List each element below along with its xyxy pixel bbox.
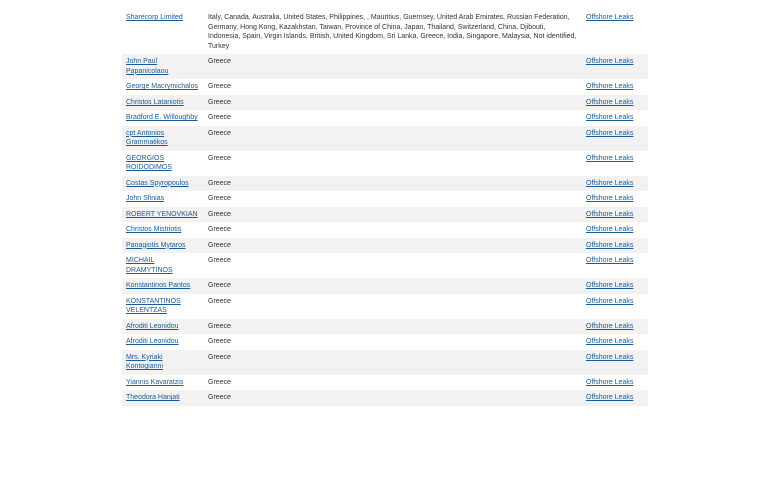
table-row: [122, 110, 648, 126]
name-cell: [122, 238, 204, 254]
table-row: [122, 54, 648, 79]
table-row: [122, 294, 648, 319]
name-cell: [122, 79, 204, 95]
source-cell: [582, 238, 648, 254]
source-cell: [582, 95, 648, 111]
data-source-link[interactable]: Offshore Leaks: [586, 14, 634, 21]
source-cell: [582, 151, 648, 176]
countries-cell: Greece: [208, 114, 231, 121]
name-cell: [122, 294, 204, 319]
data-source-link[interactable]: Offshore Leaks: [586, 83, 634, 90]
source-cell: [582, 176, 648, 192]
countries-cell: Greece: [204, 278, 582, 294]
countries-cell: Greece: [204, 126, 582, 151]
countries-cell: Greece: [204, 95, 582, 111]
countries-cell: Greece: [204, 207, 582, 223]
name-cell: [122, 207, 204, 223]
table-row: [122, 375, 648, 391]
data-source-link[interactable]: Offshore Leaks: [586, 257, 634, 264]
countries-cell: Greece: [208, 83, 231, 90]
source-cell: [582, 191, 648, 207]
table-row: [122, 191, 648, 207]
data-source-link[interactable]: Offshore Leaks: [586, 114, 634, 121]
entity-name-link[interactable]: George Macrymichalos: [126, 83, 198, 90]
data-source-link[interactable]: Offshore Leaks: [586, 58, 634, 65]
table-row: [122, 79, 648, 95]
results-table: [122, 10, 648, 406]
source-cell: [582, 110, 648, 126]
table-row: [122, 207, 648, 223]
source-cell: [582, 350, 648, 375]
data-source-link[interactable]: Offshore Leaks: [586, 179, 634, 187]
source-cell: [582, 375, 648, 391]
countries-cell: Italy, Canada, Australia, United States, Philippines, , Mauritius, Guernsey, United Arab Emirates, Russian Federation, Germany, Hong Kong, Kazakhstan, Taiwan, Province of China, Japan, Thailand, Switzerland, China, Djibouti, Indonesia, Spain, Virgin Islands, British, United Kingdom, Sri Lanka, Greece, India, Singapore, Malaysia, Not identified, Turkey: [208, 14, 577, 50]
countries-cell: Greece: [208, 226, 231, 233]
data-source-link[interactable]: Offshore Leaks: [586, 195, 634, 202]
table-row: [122, 238, 648, 254]
source-cell: [582, 207, 648, 223]
source-cell: [582, 54, 648, 79]
table-row: [122, 10, 648, 54]
countries-cell: Greece: [204, 176, 582, 192]
entity-name-link[interactable]: Afroditi Leonidou: [126, 322, 179, 330]
data-source-link[interactable]: Offshore Leaks: [586, 154, 634, 162]
table-row: [122, 253, 648, 278]
source-cell: [582, 319, 648, 335]
entity-name-link[interactable]: KONSTANTINOS VELENTZAS: [126, 297, 181, 314]
entity-name-link[interactable]: Bradford E. Willoughby: [126, 114, 198, 121]
entity-name-link[interactable]: John Paul Papanicolaou: [126, 58, 169, 75]
entity-name-link[interactable]: Afroditi Leonidou: [126, 338, 179, 345]
name-cell: [122, 253, 204, 278]
entity-name-link[interactable]: Konstantinos Pantos: [126, 282, 191, 289]
table-row: [122, 278, 648, 294]
data-source-link[interactable]: Offshore Leaks: [586, 226, 634, 233]
table-row: [122, 95, 648, 111]
table-row: [122, 390, 648, 406]
countries-cell: Greece: [208, 154, 231, 162]
name-cell: [122, 54, 204, 79]
entity-name-link[interactable]: Christos Lataniotis: [126, 98, 184, 106]
data-source-link[interactable]: Offshore Leaks: [586, 129, 634, 137]
data-source-link[interactable]: Offshore Leaks: [586, 241, 634, 249]
name-cell: [122, 319, 204, 335]
entity-name-link[interactable]: Mrs. Kyriaki Kontogianni: [126, 353, 163, 370]
data-source-link[interactable]: Offshore Leaks: [586, 338, 634, 345]
countries-cell: Greece: [208, 195, 231, 202]
name-cell: [122, 110, 204, 126]
entity-name-link[interactable]: Christos Mistriotis: [126, 226, 182, 233]
name-cell: [122, 390, 204, 406]
name-cell: [122, 176, 204, 192]
countries-cell: Greece: [204, 390, 582, 406]
countries-cell: Greece: [204, 350, 582, 375]
data-source-link[interactable]: Offshore Leaks: [586, 297, 634, 305]
source-cell: [582, 10, 648, 54]
name-cell: [122, 191, 204, 207]
data-source-link[interactable]: Offshore Leaks: [586, 322, 634, 330]
name-cell: [122, 10, 204, 54]
name-cell: [122, 278, 204, 294]
table-row: [122, 350, 648, 375]
entity-name-link[interactable]: cpt Antonios Grammatikos: [126, 129, 168, 146]
table-row: [122, 334, 648, 350]
source-cell: [582, 278, 648, 294]
countries-cell: Greece: [204, 54, 582, 79]
countries-cell: Greece: [208, 338, 231, 345]
data-source-link[interactable]: Offshore Leaks: [586, 394, 634, 401]
name-cell: [122, 375, 204, 391]
name-cell: [122, 151, 204, 176]
source-cell: [582, 79, 648, 95]
table-row: [122, 151, 648, 176]
results-body: [122, 10, 648, 406]
entity-name-link[interactable]: GEORGIOS ROIDODIMOS: [126, 154, 172, 171]
name-cell: [122, 334, 204, 350]
name-cell: [122, 126, 204, 151]
table-row: [122, 176, 648, 192]
source-cell: [582, 222, 648, 238]
data-source-link[interactable]: Offshore Leaks: [586, 353, 634, 361]
source-cell: [582, 390, 648, 406]
data-source-link[interactable]: Offshore Leaks: [586, 210, 634, 218]
entity-name-link[interactable]: Panagiotis Mytaros: [126, 241, 186, 249]
countries-cell: Greece: [204, 238, 582, 254]
entity-name-link[interactable]: John Sfinias: [126, 195, 165, 202]
source-cell: [582, 294, 648, 319]
name-cell: [122, 350, 204, 375]
table-row: [122, 126, 648, 151]
data-source-link[interactable]: Offshore Leaks: [586, 378, 634, 386]
entity-name-link[interactable]: ROBERT YENOVKIAN: [126, 210, 198, 218]
name-cell: [122, 222, 204, 238]
data-source-link[interactable]: Offshore Leaks: [586, 282, 634, 289]
source-cell: [582, 253, 648, 278]
countries-cell: Greece: [208, 378, 231, 386]
entity-name-link[interactable]: Costas Spyropoulos: [126, 179, 189, 187]
table-row: [122, 319, 648, 335]
source-cell: [582, 126, 648, 151]
countries-cell: Greece: [204, 319, 582, 335]
countries-cell: Greece: [208, 257, 231, 264]
data-source-link[interactable]: Offshore Leaks: [586, 98, 634, 106]
source-cell: [582, 334, 648, 350]
entity-name-link[interactable]: Sharecorp Limited: [126, 14, 183, 21]
countries-cell: Greece: [208, 297, 231, 305]
table-row: [122, 222, 648, 238]
entity-name-link[interactable]: MICHAIL DRAMYTINOS: [126, 257, 173, 274]
entity-name-link[interactable]: Yiannis Kavaratzis: [126, 378, 184, 386]
entity-name-link[interactable]: Theodora Hanjati: [126, 394, 180, 401]
name-cell: [122, 95, 204, 111]
